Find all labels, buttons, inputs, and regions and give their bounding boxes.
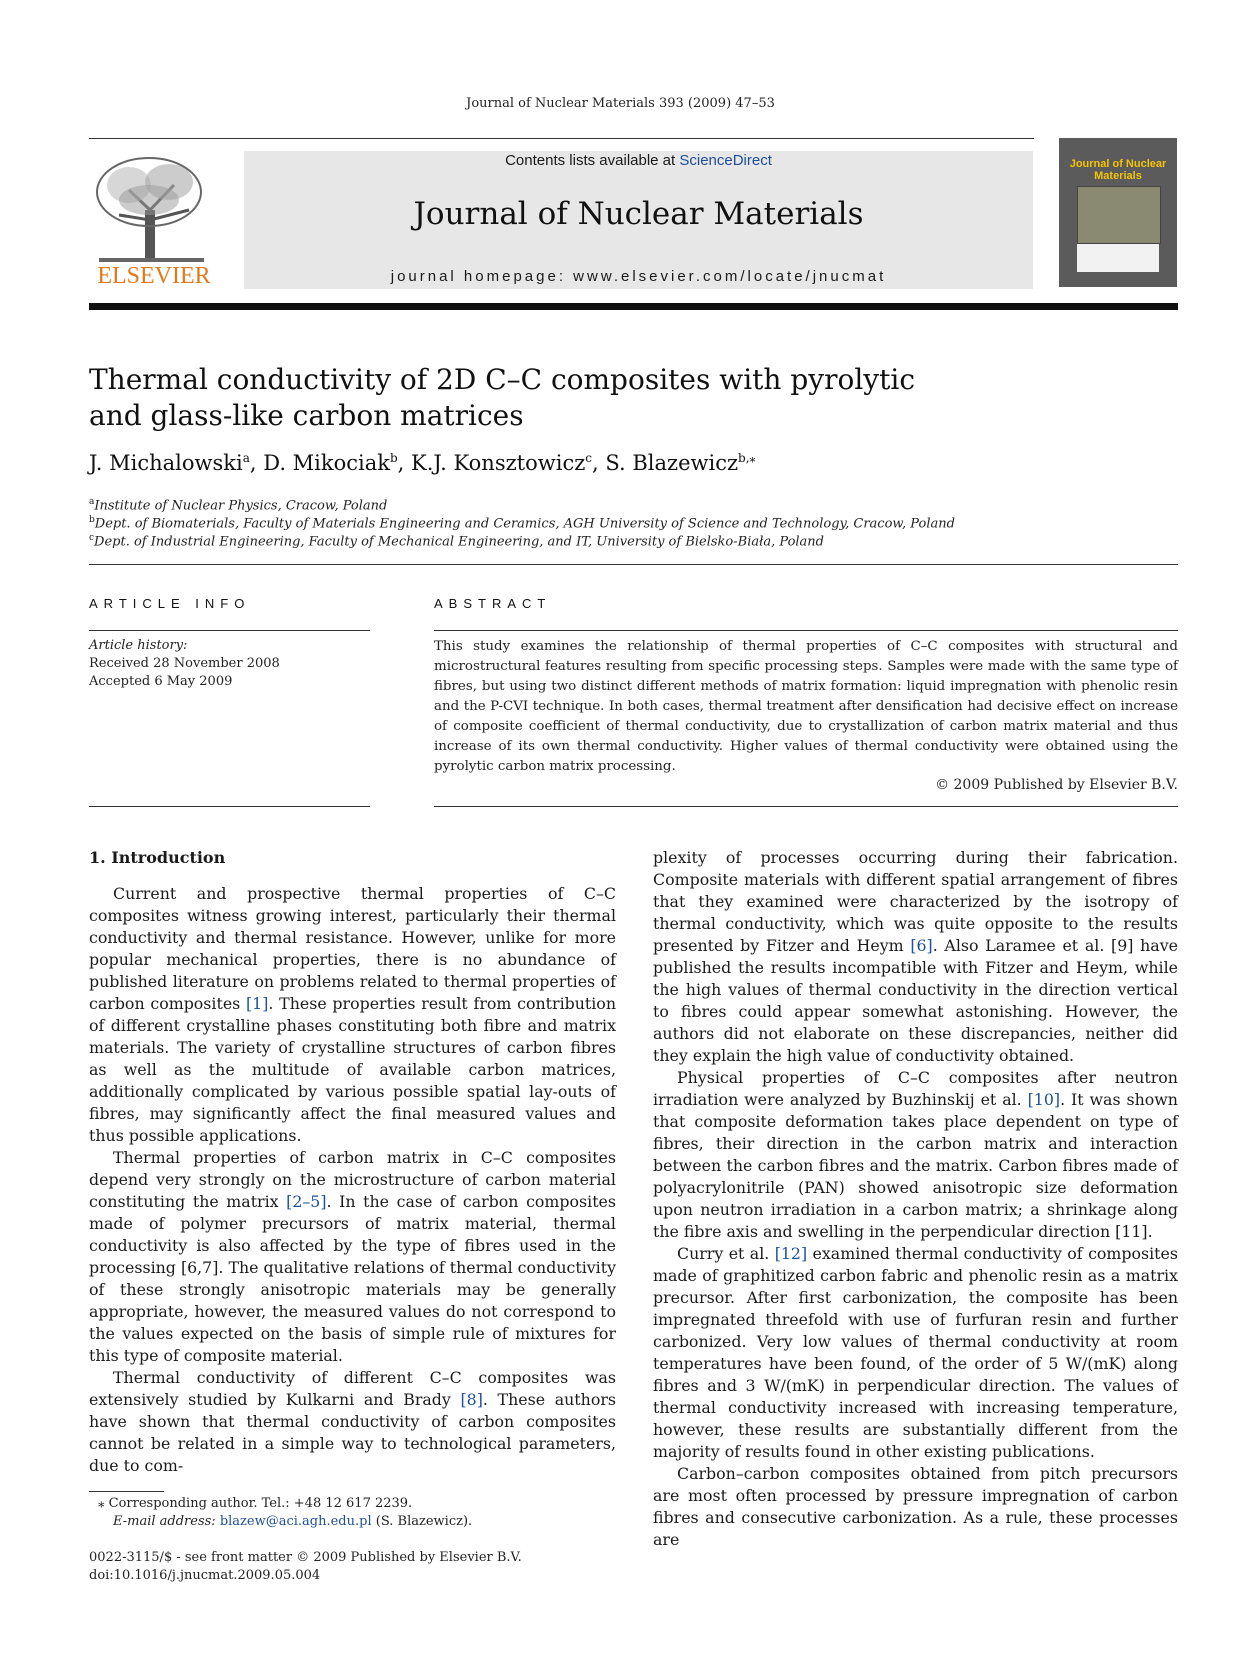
affiliation: $^c$Dept. of Industrial Engineering, Faculty of Mechanical Engineering, and IT, University of Bielsko-Biała, Poland	[89, 533, 824, 550]
history-label: Article history:	[89, 638, 188, 653]
citation-link[interactable]: [1]	[246, 994, 269, 1013]
abstract-heading: ABSTRACT	[434, 596, 552, 611]
paragraph: Current and prospective thermal properties of C–C composites witness growing interest, particularly their thermal conductivity and thermal resistance. However, unlike for more popular mechanical properties, there is no abundance of published literature on problems related to thermal properties of carbon composites [1]. These properties result from contribution of different crystalline phases constituting both fibre and matrix materials. The variety of crystalline structures of carbon fibres as well as the multitude of available carbon matrices, additionally complicated by various possible spatial lay-outs of fibres, may significantly affect the final measured values and thus possible applications.	[89, 884, 616, 1145]
body-right-column	[653, 847, 1178, 1551]
email-link[interactable]: blazew@aci.agh.edu.pl	[219, 1514, 372, 1529]
body-left-column	[89, 847, 616, 1477]
section-heading: 1. Introduction	[89, 848, 226, 867]
author: K.J. Konsztowicz$^c$,	[411, 451, 606, 475]
footnote-marker: ⁎	[98, 1496, 105, 1511]
cover-page-area	[1077, 244, 1159, 272]
author-list	[89, 451, 756, 475]
paragraph: Thermal properties of carbon matrix in C–C composites depend very strongly on the microstructure of carbon material constituting the matrix [2–5]. In the case of carbon composites made of polymer precursors of matrix material, thermal conductivity is also affected by the type of fibres used in the processing [6,7]. The qualitative relations of thermal conductivity of these strongly anisotropic materials may be generally appropriate, however, the measured values do not correspond to the values expected on the basis of simple rule of mixtures for this type of composite material.	[89, 1148, 616, 1365]
email-note: E-mail address: blazew@aci.agh.edu.pl (S. Blazewicz).	[113, 1514, 473, 1529]
article-history	[89, 637, 280, 691]
cover-title: Journal of Nuclear Materials	[1069, 158, 1167, 182]
accepted-date: Accepted 6 May 2009	[89, 674, 233, 689]
footnote-rule	[89, 1491, 164, 1492]
citation-link[interactable]: [12]	[774, 1244, 808, 1263]
article-info-rule	[89, 630, 370, 631]
author: J. Michalowski$^a$,	[89, 451, 264, 475]
issn-line: 0022-3115/$ - see front matter © 2009 Published by Elsevier B.V.	[89, 1550, 522, 1565]
received-date: Received 28 November 2008	[89, 656, 280, 671]
affiliation: $^b$Dept. of Biomaterials, Faculty of Materials Engineering and Ceramics, AGH University of Science and Technology, Cracow, Poland	[89, 515, 955, 532]
journal-cover-image	[1059, 138, 1177, 287]
cover-photo	[1077, 186, 1161, 244]
svg-text:ELSEVIER: ELSEVIER	[97, 263, 211, 289]
abstract-copyright: © 2009 Published by Elsevier B.V.	[935, 777, 1178, 793]
article-title	[89, 362, 989, 434]
contents-prefix: Contents lists available at	[505, 152, 680, 169]
article-title-line2: and glass-like carbon matrices	[89, 399, 524, 432]
citation-link[interactable]: [6]	[910, 936, 933, 955]
citation-link[interactable]: [8]	[460, 1390, 483, 1409]
affiliation-rule	[89, 564, 1178, 565]
abstract-bottom-rule	[434, 806, 1178, 807]
sciencedirect-link[interactable]: ScienceDirect	[679, 152, 772, 169]
paragraph: Curry et al. [12] examined thermal conductivity of composites made of graphitized carbon fabric and phenolic resin as a matrix precursor. After first carbonization, the composite has been impregnated threefold with use of furfuran resin and further carbonized. Very low values of thermal conductivity at room temperatures have been found, of the order of 5 W/(mK) along fibres and 3 W/(mK) in perpendicular direction. The values of thermal conductivity increased with increasing temperature, however, these results are substantially different from the majority of results found in other existing publications.	[653, 1244, 1178, 1461]
author: D. Mikociak$^b$,	[263, 451, 412, 475]
journal-citation: Journal of Nuclear Materials 393 (2009) 47–53	[466, 96, 775, 111]
journal-homepage[interactable]: journal homepage: www.elsevier.com/locate/jnucmat	[390, 268, 887, 285]
header-thick-rule	[89, 303, 1178, 310]
article-info-heading: ARTICLE INFO	[89, 596, 251, 611]
author: S. Blazewicz$^{b,⁎}$	[605, 451, 756, 475]
paragraph: Physical properties of C–C composites after neutron irradiation were analyzed by Buzhinskij et al. [10]. It was shown that composite deformation takes place dependent on type of fibres, their direction in the carbon matrix and interaction between the carbon fibres and the matrix. Carbon fibres made of polyacrylonitrile (PAN) showed anisotropic size deformation upon neutron irradiation in a carbon matrix; a shrinkage along the fibre axis and swelling in the perpendicular direction [11].	[653, 1068, 1178, 1241]
article-info-bottom-rule	[89, 806, 370, 807]
corresponding-author-note: ⁎ Corresponding author. Tel.: +48 12 617 2239.	[98, 1496, 413, 1511]
paragraph: Carbon–carbon composites obtained from pitch precursors are most often processed by pressure impregnation of carbon fibres and consecutive carbonization. As a rule, these processes are	[653, 1464, 1178, 1549]
abstract-rule	[434, 630, 1178, 631]
article-title-line1: Thermal conductivity of 2D C–C composites with pyrolytic	[89, 363, 915, 396]
header-rule	[89, 138, 1034, 139]
citation-link[interactable]: [10]	[1027, 1090, 1061, 1109]
elsevier-logo	[89, 150, 219, 290]
doi-line[interactable]: doi:10.1016/j.jnucmat.2009.05.004	[89, 1568, 321, 1583]
paragraph: plexity of processes occurring during their fabrication. Composite materials with different spatial arrangement of fibres that they examined were characterized by the isotropy of thermal conductivity, which was quite opposite to the results presented by Fitzer and Heym [6]. Also Laramee et al. [9] have published the results incompatible with Fitzer and Heym, while the high values of thermal conductivity in the direction vertical to fibres could appear somewhat astonishing. However, the authors did not elaborate on these discrepancies, neither did they explain the high value of conductivity obtained.	[653, 848, 1178, 1065]
journal-title: Journal of Nuclear Materials	[413, 196, 864, 232]
citation-link[interactable]: [2–5]	[286, 1192, 327, 1211]
abstract-text: This study examines the relationship of thermal properties of C–C composites with structural and microstructural features resulting from specific processing steps. Samples were made with the same type of fibres, but using two distinct different methods of matrix formation: liquid impregnation with phenolic resin and the P-CVI technique. In both cases, thermal treatment after densification had decisive effect on increase of composite coefficient of thermal conductivity, due to crystallization of carbon matrix material and thus increase of its own thermal conductivity. Higher values of thermal conductivity were obtained using the pyrolytic carbon matrix processing.	[434, 639, 1178, 774]
contents-line	[244, 152, 1033, 169]
affiliation: $^a$Institute of Nuclear Physics, Cracow, Poland	[89, 497, 388, 514]
paragraph: Thermal conductivity of different C–C composites was extensively studied by Kulkarni and Brady [8]. These authors have shown that thermal conductivity of carbon composites cannot be related in a simple way to technological parameters, due to com-	[89, 1368, 616, 1475]
